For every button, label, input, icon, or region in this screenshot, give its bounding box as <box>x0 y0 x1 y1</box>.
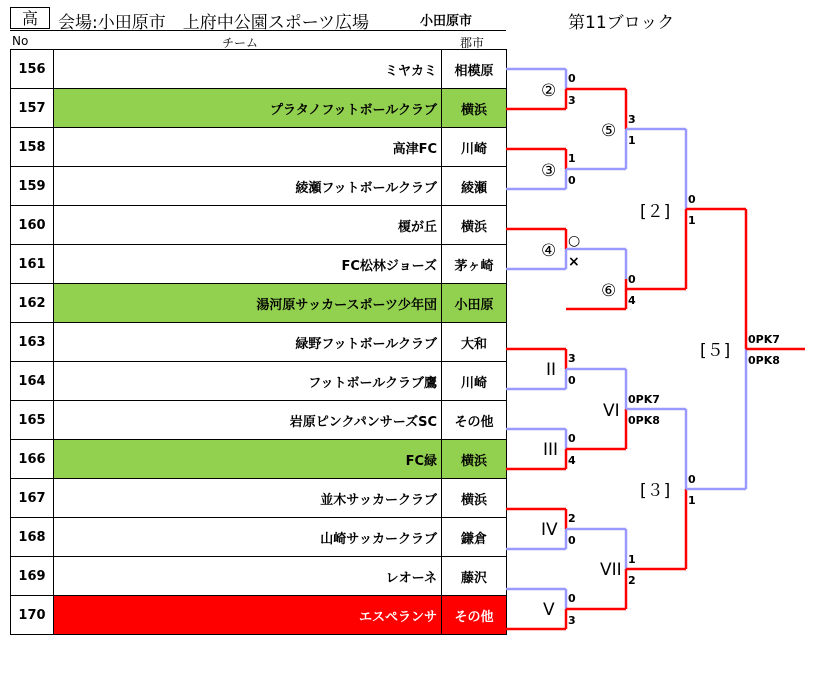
match-label-r6: VI <box>603 401 620 421</box>
team-city: 綾瀬 <box>442 167 507 206</box>
team-number: 170 <box>11 596 54 635</box>
score-r7-top: 1 <box>628 553 636 566</box>
team-number: 160 <box>11 206 54 245</box>
match-label-4: ④ <box>541 241 557 261</box>
score-r3-bot: 4 <box>568 454 576 467</box>
team-name: 山崎サッカークラブ <box>54 518 442 557</box>
venue-title: 会場:小田原市 上府中公園スポーツ広場 <box>58 13 370 33</box>
team-city: 茅ヶ崎 <box>442 245 507 284</box>
score-m2-bot: 3 <box>568 94 576 107</box>
score-b2-top: 0 <box>688 193 696 206</box>
bracket-lines <box>506 69 805 629</box>
score-r4-top: 2 <box>568 512 576 525</box>
team-city: その他 <box>442 401 507 440</box>
venue-city: 小田原市 <box>420 14 473 29</box>
score-b5-top: 0PK7 <box>748 333 780 346</box>
team-name: 湯河原サッカースポーツ少年団 <box>54 284 442 323</box>
score-r5-top: 0 <box>568 592 576 605</box>
team-number: 162 <box>11 284 54 323</box>
score-r6-top: 0PK7 <box>628 393 660 406</box>
team-city: 大和 <box>442 323 507 362</box>
category-badge: 高 <box>10 7 50 29</box>
match-label-r2: II <box>546 360 557 380</box>
team-city: 川崎 <box>442 362 507 401</box>
team-name: プラタノフットボールクラブ <box>54 89 442 128</box>
score-b5-bot: 0PK8 <box>748 354 780 367</box>
column-header-city: 郡市 <box>460 36 485 50</box>
match-label-r7: VII <box>600 560 622 580</box>
team-number: 163 <box>11 323 54 362</box>
team-city: その他 <box>442 596 507 635</box>
score-m5-bot: 1 <box>628 134 636 147</box>
team-city: 小田原 <box>442 284 507 323</box>
match-label-b5: [５] <box>700 341 731 361</box>
team-number: 165 <box>11 401 54 440</box>
team-number: 158 <box>11 128 54 167</box>
score-m3-bot: 0 <box>568 174 576 187</box>
team-number: 159 <box>11 167 54 206</box>
score-r6-bot: 0PK8 <box>628 414 660 427</box>
team-name: エスペランサ <box>54 596 442 635</box>
team-name: レオーネ <box>54 557 442 596</box>
team-number: 166 <box>11 440 54 479</box>
match-label-3: ③ <box>541 161 557 181</box>
column-header-team: チーム <box>222 36 259 50</box>
score-m2-top: 0 <box>568 72 576 85</box>
team-city: 横浜 <box>442 89 507 128</box>
score-m6-bot: 4 <box>628 294 636 307</box>
match-label-r3: III <box>543 440 559 460</box>
team-name: 綾瀬フットボールクラブ <box>54 167 442 206</box>
team-name: ミヤカミ <box>54 50 442 89</box>
team-city: 藤沢 <box>442 557 507 596</box>
score-m4-bot: × <box>568 254 580 270</box>
team-city: 相模原 <box>442 50 507 89</box>
team-name: FC松林ジョーズ <box>54 245 442 284</box>
team-name: 並木サッカークラブ <box>54 479 442 518</box>
score-b2-bot: 1 <box>688 214 696 227</box>
score-r4-bot: 0 <box>568 534 576 547</box>
team-number: 164 <box>11 362 54 401</box>
score-r2-top: 3 <box>568 352 576 365</box>
score-r5-bot: 3 <box>568 614 576 627</box>
score-m4-top: ○ <box>568 233 581 249</box>
team-name: 高津FC <box>54 128 442 167</box>
team-number: 157 <box>11 89 54 128</box>
score-m5-top: 3 <box>628 113 636 126</box>
team-city: 川崎 <box>442 128 507 167</box>
match-label-5: ⑤ <box>601 121 617 141</box>
match-label-6: ⑥ <box>601 281 617 301</box>
score-b3-top: 0 <box>688 473 696 486</box>
team-city: 横浜 <box>442 440 507 479</box>
team-name: 岩原ピンクパンサーズSC <box>54 401 442 440</box>
match-label-r5: V <box>543 600 555 620</box>
score-b3-bot: 1 <box>688 494 696 507</box>
team-number: 161 <box>11 245 54 284</box>
team-number: 167 <box>11 479 54 518</box>
score-r3-top: 0 <box>568 432 576 445</box>
match-label-b2: [２] <box>640 202 671 222</box>
match-label-b3: [３] <box>640 481 671 501</box>
block-title: 第11ブロック <box>568 13 675 33</box>
column-header-no: No <box>12 34 29 48</box>
score-r7-bot: 2 <box>628 574 636 587</box>
team-name: 緑野フットボールクラブ <box>54 323 442 362</box>
team-number: 169 <box>11 557 54 596</box>
team-city: 横浜 <box>442 479 507 518</box>
match-label-r4: IV <box>541 520 558 540</box>
match-label-2: ② <box>541 81 557 101</box>
team-city: 横浜 <box>442 206 507 245</box>
team-number: 168 <box>11 518 54 557</box>
team-name: FC緑 <box>54 440 442 479</box>
score-r2-bot: 0 <box>568 374 576 387</box>
team-name: 榎が丘 <box>54 206 442 245</box>
team-number: 156 <box>11 50 54 89</box>
score-m6-top: 0 <box>628 273 636 286</box>
team-name: フットボールクラブ鷹 <box>54 362 442 401</box>
score-m3-top: 1 <box>568 152 576 165</box>
team-city: 鎌倉 <box>442 518 507 557</box>
